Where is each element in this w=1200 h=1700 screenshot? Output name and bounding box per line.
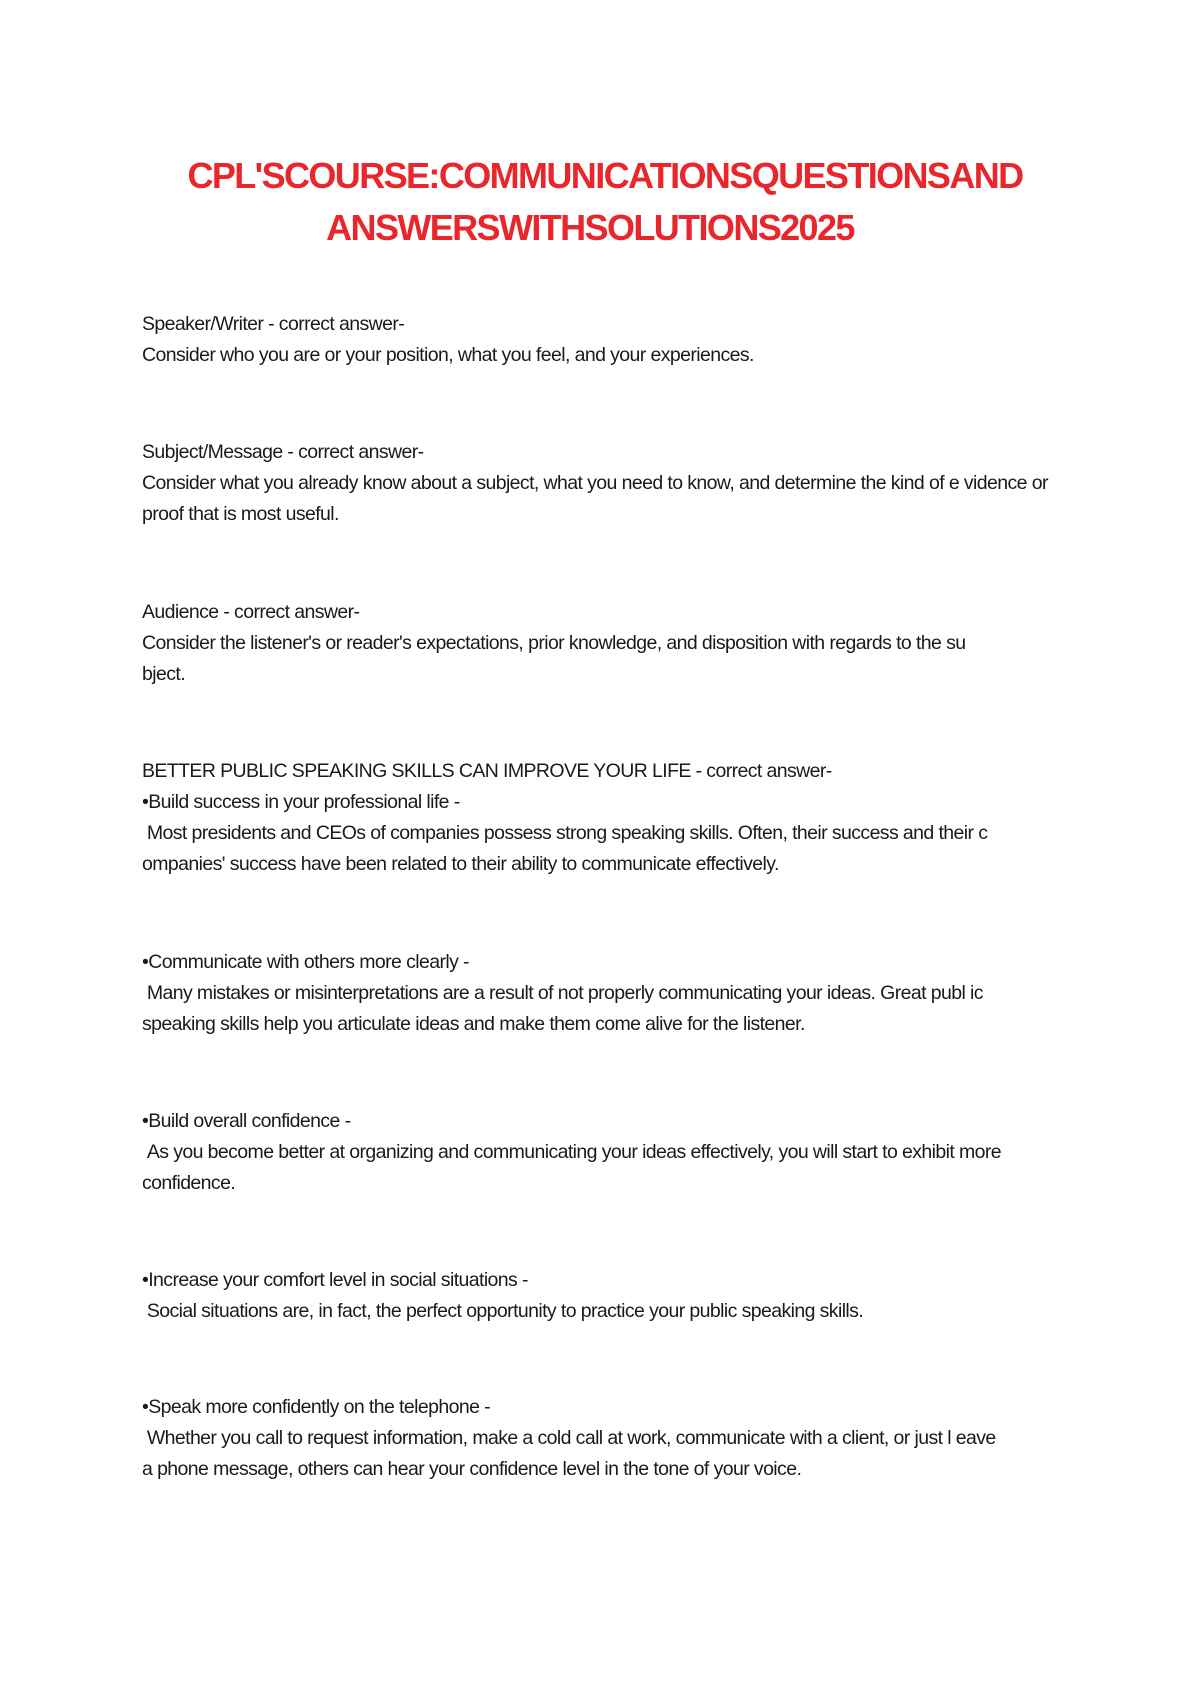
qa-question: •Build overall confidence - — [142, 1110, 351, 1132]
qa-answer: Many mistakes or misinterpretations are a result of not properly communicating your ideas. Great publ ic speaking skills help you articulate ideas and make them come alive for the listener. — [142, 982, 983, 1035]
qa-question: •Communicate with others more clearly - — [142, 951, 469, 973]
qa-item — [142, 1392, 1102, 1485]
qa-question: Subject/Message - correct answer- — [142, 441, 424, 463]
qa-answer: Whether you call to request information, make a cold call at work, communicate with a client, or just l eave a phone message, others can hear your confidence level in the tone of your voice. — [142, 1427, 996, 1480]
qa-question: •Speak more confidently on the telephone - — [142, 1396, 491, 1418]
qa-item — [142, 309, 1102, 371]
qa-answer: Consider who you are or your position, what you feel, and your experiences. — [142, 344, 754, 366]
qa-answer: Consider the listener's or reader's expectations, prior knowledge, and disposition with regards to the su bject. — [142, 632, 966, 685]
document-title — [80, 150, 1120, 254]
qa-item — [142, 1265, 1102, 1327]
qa-question: Audience - correct answer- — [142, 601, 360, 623]
qa-answer: Consider what you already know about a subject, what you need to know, and determine the kind of e vidence or proof that is most useful. — [142, 472, 1048, 525]
qa-item — [142, 437, 1102, 530]
qa-question: •Increase your comfort level in social situations - — [142, 1269, 528, 1291]
qa-item — [142, 597, 1102, 690]
qa-answer: •Build success in your professional life - Most presidents and CEOs of companies possess strong speaking skills. Often, their success and their c ompanies' success have been related to their ability to communicate effectively. — [142, 791, 988, 875]
title-line-2: ANSWERSWITHSOLUTIONS2025 — [326, 207, 854, 248]
qa-item — [142, 1106, 1102, 1199]
qa-answer: As you become better at organizing and communicating your ideas effectively, you will start to exhibit more confidence. — [142, 1141, 1002, 1194]
title-line-1: CPL'SCOURSE:COMMUNICATIONSQUESTIONSAND — [187, 155, 1023, 196]
qa-item — [142, 756, 1102, 880]
qa-question: BETTER PUBLIC SPEAKING SKILLS CAN IMPROVE YOUR LIFE - correct answer- — [142, 760, 832, 782]
qa-answer: Social situations are, in fact, the perfect opportunity to practice your public speaking skills. — [142, 1300, 864, 1322]
qa-question: Speaker/Writer - correct answer- — [142, 313, 405, 335]
qa-item — [142, 947, 1102, 1040]
